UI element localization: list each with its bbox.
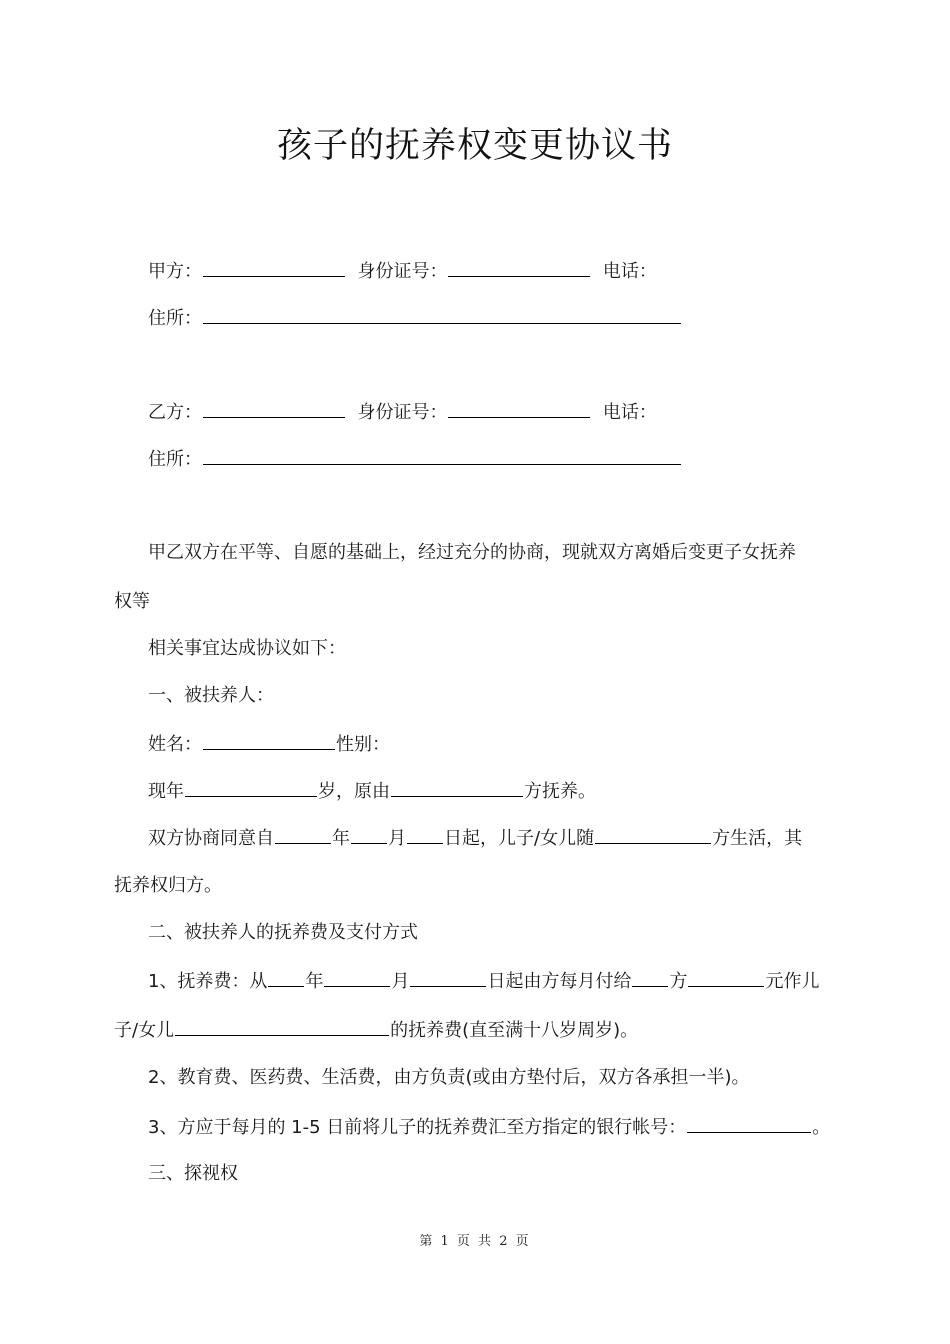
item-2-line: 2、教育费、医药费、生活费，由方负责(或由方垫付后，双方各承担一半)。 [148,1067,750,1088]
fee2-prefix: 子/女儿 [114,1020,175,1041]
fee2-suffix: 的抚养费(直至满十八岁周岁)。 [390,1020,639,1041]
fee-line-1 [148,968,819,994]
fee-party-label: 方 [669,971,688,992]
item3-suffix: 。 [812,1117,831,1138]
party-b-name-blank [203,399,345,418]
party-b-id-blank [448,399,590,418]
age-mid-text: 岁，原由 [318,781,390,802]
child-name-line [148,731,390,757]
fee-day-text: 日起由方每月付给 [487,971,632,992]
name-label: 姓名： [148,734,202,755]
agree-suffix: 方生活，其 [712,828,803,849]
agree-prefix: 双方协商同意自 [148,828,274,849]
page-footer: 第 1 页 共 2 页 [419,1234,531,1249]
fee2-blank [175,1017,389,1036]
party-b-address-line [148,446,682,472]
fee-year-label: 年 [305,971,324,992]
agreement-line [148,825,802,851]
party-b-line [148,399,657,425]
fee-month-label: 月 [391,971,410,992]
party-b-phone-label: 电话： [602,402,657,423]
section-1-heading: 一、被扶养人： [148,685,274,706]
age-suffix: 方抚养。 [524,781,596,802]
fee-month-blank [324,968,390,987]
party-b-address-blank [203,446,681,465]
party-a-address-blank [203,305,681,324]
fee-amount-blank [688,968,764,987]
age-blank [185,778,317,797]
agree-year-blank [275,825,331,844]
party-a-label: 甲方： [148,261,202,282]
fee-day-blank [410,968,486,987]
party-a-address-line [148,305,682,331]
party-a-id-label: 身份证号： [357,261,448,282]
party-a-address-label: 住所： [148,308,202,329]
section-3-heading: 三、探视权 [148,1163,238,1184]
fee-line-2 [114,1017,638,1043]
party-a-line [148,258,657,284]
item-3-line [148,1114,830,1140]
gender-label: 性别： [336,734,390,755]
party-a-id-blank [448,258,590,277]
fee-year-blank [268,968,304,987]
age-prefix: 现年 [148,781,184,802]
party-a-name-blank [203,258,345,277]
fee-suffix: 元作儿 [765,971,820,992]
intro-paragraph-line-2: 权等 [114,591,150,612]
document-title: 孩子的抚养权变更协议书 [276,126,673,166]
custody-line: 抚养权归方。 [114,875,222,896]
child-age-line [148,778,596,804]
fee-prefix: 1、抚养费：从 [148,971,268,992]
fee-party-blank [632,968,668,987]
intro-paragraph-line-1: 甲乙双方在平等、自愿的基础上，经过充分的协商，现就双方离婚后变更子女抚养 [148,542,796,563]
item3-prefix: 3、方应于每月的 1-5 日前将儿子的抚养费汇至方指定的银行帐号： [148,1117,687,1138]
month-label: 月 [388,828,406,849]
party-b-label: 乙方： [148,402,202,423]
bank-account-blank [687,1114,811,1133]
year-label: 年 [332,828,350,849]
intro-paragraph-line-3: 相关事宜达成协议如下： [148,638,346,659]
name-blank [203,731,335,750]
section-2-heading: 二、被扶养人的抚养费及支付方式 [148,922,418,943]
party-a-phone-label: 电话： [602,261,657,282]
agree-month-blank [351,825,387,844]
party-b-address-label: 住所： [148,449,202,470]
party-b-id-label: 身份证号： [357,402,448,423]
day-start-text: 日起，儿子/女儿随 [444,828,595,849]
agree-day-blank [407,825,443,844]
original-guardian-blank [391,778,523,797]
agree-party-blank [595,825,711,844]
